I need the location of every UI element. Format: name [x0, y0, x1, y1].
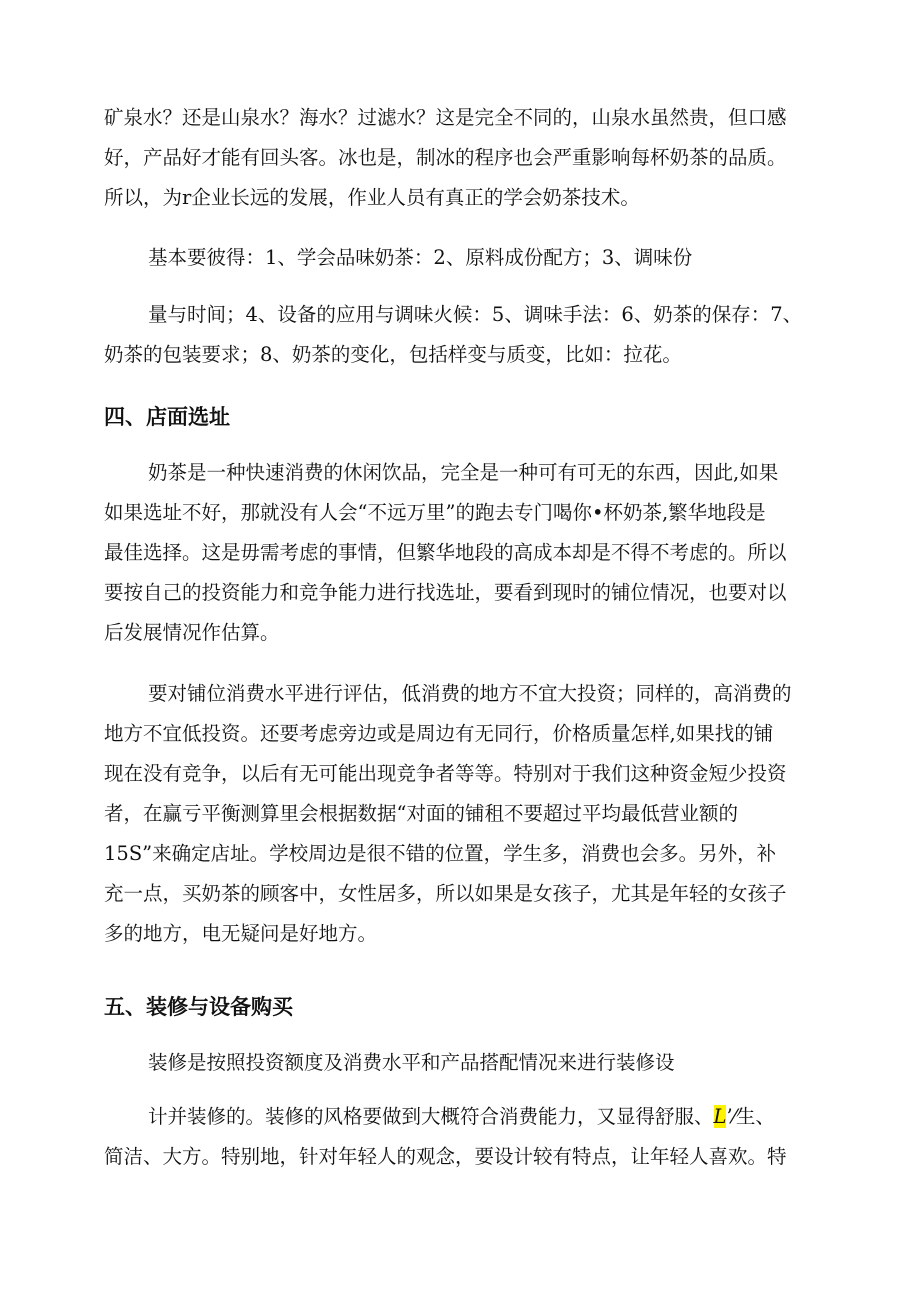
paragraph-decoration-style: [104, 1097, 824, 1177]
text-line: 者，在赢亏平衡测算里会根据数据“对面的铺租不要超过平均最低营业额的: [104, 802, 738, 825]
text-line: 简洁、大方。特别地，针对年轻人的观念，要设计较有特点，让年轻人喜欢。特: [104, 1145, 787, 1168]
text-line: 奶茶的包装要求；8、奶茶的变化，包括样变与质变，比如：拉花。: [104, 343, 682, 366]
text-line: 矿泉水？还是山泉水？海水？过滤水？这是完全不同的，山泉水虽然贵，但口感: [104, 106, 787, 129]
text-line: 最佳选择。这是毋需考虑的事情，但繁华地段的高成本却是不得不考虑的。所以: [104, 541, 787, 564]
section-heading-decoration-equipment: 五、装修与设备购买: [104, 995, 293, 1019]
text-line: 地方不宜低投资。还要考虑旁边或是周边有无同行，价格质量怎样,如果找的铺: [104, 722, 774, 745]
paragraph-decoration-intro: [104, 1043, 824, 1083]
text-line: 后发展情况作估算。: [104, 621, 280, 644]
text-line: 所以，为r企业长远的发展，作业人员有真正的学会奶茶技术。: [104, 186, 640, 209]
text-line: 现在没有竞争，以后有无可能出现竞争者等等。特别对于我们这种资金短少投资: [104, 762, 787, 785]
text-line: 基本要彼得：1、学会品味奶茶：2、原料成份配方；3、调味份: [148, 246, 693, 269]
highlighted-text: L: [713, 1105, 727, 1128]
text-line: 如果选址不好，那就没有人会“不远万里”的跑去专门喝你•杯奶茶,繁华地段是: [104, 501, 766, 524]
paragraph-basic-requirements: [104, 238, 824, 278]
paragraph-location-intro: [104, 453, 824, 653]
paragraph-location-evaluation: [104, 674, 824, 954]
text-line: 量与时间；4、设备的应用与调味火候：5、调味手法：6、奶茶的保存：7、: [148, 303, 803, 326]
text-line: 好，产品好才能有回头客。冰也是，制冰的程序也会严重影响每杯奶茶的品质。: [104, 146, 787, 169]
text-line: [104, 1097, 824, 1137]
text-line: 充一点，买奶茶的顾客中，女性居多，所以如果是女孩子，尤其是年轻的女孩子: [104, 882, 787, 905]
text-segment: 计并装修的。装修的风格要做到大概符合消费能力，又显得舒服、: [148, 1105, 714, 1128]
section-heading-store-location: 四、店面选址: [104, 405, 230, 429]
text-line: 多的地方，电无疑问是好地方。: [104, 922, 378, 945]
text-segment: ’⁄生、: [726, 1105, 775, 1128]
text-line: 15S”来确定店址。学校周边是很不错的位置，学生多，消费也会多。另外，补: [104, 842, 777, 865]
text-line: 装修是按照投资额度及消费水平和产品搭配情况来进行装修设: [148, 1051, 675, 1074]
text-line: 奶茶是一种快速消费的休闲饮品，完全是一种可有可无的东西，因此,如果: [148, 461, 779, 484]
paragraph-requirements-continued: [104, 295, 824, 375]
text-line: 要按自己的投资能力和竞争能力进行找选址，要看到现时的铺位情况，也要对以: [104, 581, 787, 604]
text-line: 要对铺位消费水平进行评估，低消费的地方不宜大投资；同样的，高消费的: [148, 682, 792, 705]
paragraph-water-and-ice: [104, 98, 824, 218]
